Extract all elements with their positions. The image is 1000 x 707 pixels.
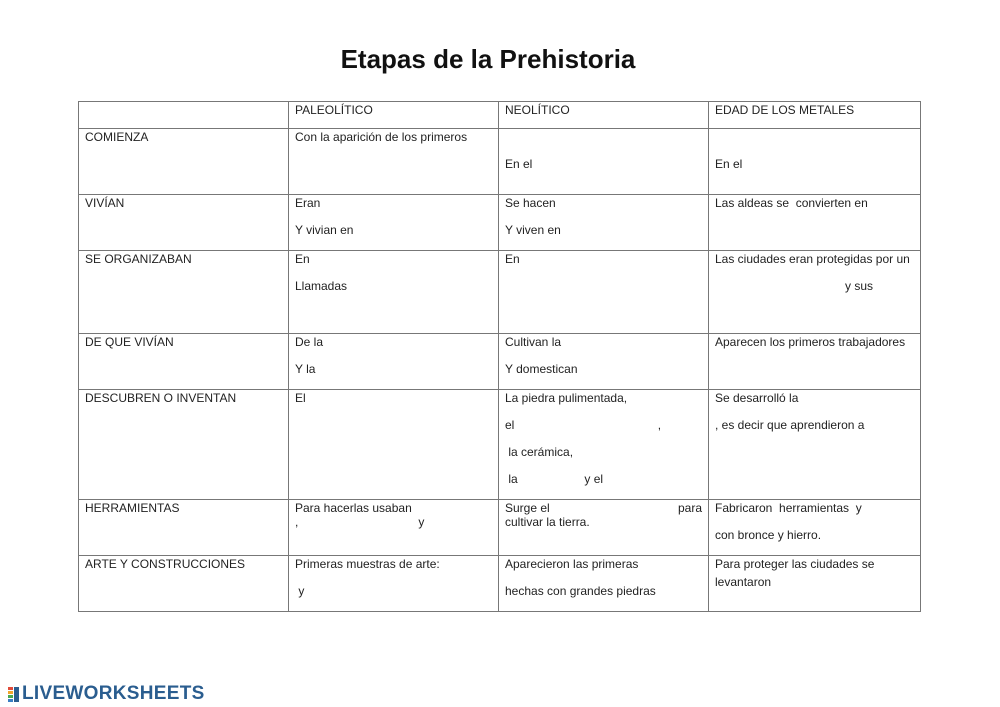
cell-line: el , <box>505 418 662 432</box>
cell-line: cultivar la tierra. <box>505 515 590 529</box>
cell-line <box>715 223 914 250</box>
cell-neolitico <box>499 195 709 251</box>
cell-line: En <box>505 252 520 266</box>
cell-line: Y vivian en <box>295 223 354 237</box>
cell-line: con bronce y hierro. <box>715 528 822 542</box>
cell-paleolitico <box>289 195 499 251</box>
cell-metales <box>709 251 921 334</box>
cell-line: Para proteger las ciudades se <box>715 557 875 571</box>
cell-line <box>715 445 914 472</box>
cell-line <box>505 279 702 306</box>
cell-line <box>295 418 492 445</box>
table-row <box>79 500 921 556</box>
cell-line: hechas con grandes piedras <box>505 584 656 598</box>
cell-neolitico <box>499 500 709 556</box>
cell-line: Aparecieron las primeras <box>505 557 639 571</box>
cell-line: Y domestican <box>505 362 578 376</box>
cell-paleolitico <box>289 556 499 612</box>
cell-metales <box>709 390 921 500</box>
cell-line: Llamadas <box>295 279 348 293</box>
cell-line: El <box>295 391 306 405</box>
row-label: VIVÍAN <box>79 195 289 251</box>
cell-metales <box>709 334 921 390</box>
cell-line <box>715 306 914 333</box>
cell-paleolitico <box>289 334 499 390</box>
cell-line: , es decir que aprendieron a <box>715 418 865 432</box>
cell-line: Y viven en <box>505 223 561 237</box>
table-row <box>79 390 921 500</box>
cell-line: , y <box>295 515 425 529</box>
header-metales: EDAD DE LOS METALES <box>709 102 921 129</box>
cell-line: Aparecen los primeros trabajadores <box>715 335 906 349</box>
cell-line <box>715 472 914 499</box>
row-label: DE QUE VIVÍAN <box>79 334 289 390</box>
cell-line <box>505 130 702 157</box>
cell-line: Las ciudades eran protegidas por un <box>715 252 910 266</box>
cell-metales <box>709 556 921 612</box>
cell-neolitico <box>499 129 709 195</box>
table-header-row <box>79 102 921 129</box>
cell-line <box>295 157 492 184</box>
cell-line <box>505 306 702 333</box>
cell-neolitico <box>499 251 709 334</box>
cell-line: levantaron <box>715 575 772 589</box>
cell-neolitico <box>499 390 709 500</box>
cell-line: En <box>295 252 310 266</box>
cell-line <box>505 501 702 515</box>
cell-line <box>715 362 914 389</box>
row-label: HERRAMIENTAS <box>79 500 289 556</box>
cell-line: Se desarrolló la <box>715 391 799 405</box>
cell-line: Se hacen <box>505 196 556 210</box>
cell-line: y <box>295 584 305 598</box>
row-label: COMIENZA <box>79 129 289 195</box>
header-neolitico: NEOLÍTICO <box>499 102 709 129</box>
cell-line: La piedra pulimentada, <box>505 391 628 405</box>
page-title: Etapas de la Prehistoria <box>340 44 636 74</box>
row-label: DESCUBREN O INVENTAN <box>79 390 289 500</box>
cell-line <box>715 130 914 157</box>
cell-paleolitico <box>289 251 499 334</box>
cell-line <box>295 306 492 333</box>
cell-line <box>295 472 492 499</box>
cell-line: Fabricaron herramientas y <box>715 501 862 515</box>
cell-line: la cerámica, <box>505 445 574 459</box>
cell-line: En el <box>505 157 533 171</box>
liveworksheets-logo <box>8 683 205 705</box>
header-paleolitico: PALEOLÍTICO <box>289 102 499 129</box>
cell-neolitico <box>499 334 709 390</box>
cell-line: Y la <box>295 362 316 376</box>
table-row <box>79 334 921 390</box>
cell-line: Las aldeas se convierten en <box>715 196 868 210</box>
row-label: SE ORGANIZABAN <box>79 251 289 334</box>
cell-line: la y el <box>505 472 604 486</box>
cell-line: Para hacerlas usaban <box>295 501 412 515</box>
cell-metales <box>709 195 921 251</box>
cell-line <box>295 445 492 472</box>
row-label: ARTE Y CONSTRUCCIONES <box>79 556 289 612</box>
prehistory-table <box>78 101 921 612</box>
cell-paleolitico <box>289 390 499 500</box>
liveworksheets-logo-icon <box>8 685 20 703</box>
cell-line: De la <box>295 335 324 349</box>
cell-paleolitico <box>289 500 499 556</box>
cell-text: Surge el <box>505 501 550 515</box>
cell-text: para <box>677 501 702 515</box>
liveworksheets-logo-text: LIVEWORKSHEETS <box>22 683 205 704</box>
cell-line: Con la aparición de los primeros <box>295 130 468 144</box>
cell-neolitico <box>499 556 709 612</box>
cell-line: Primeras muestras de arte: <box>295 557 440 571</box>
cell-metales <box>709 129 921 195</box>
cell-line: En el <box>715 157 743 171</box>
cell-line: Eran <box>295 196 321 210</box>
cell-line: y sus <box>845 279 874 293</box>
table-row <box>79 195 921 251</box>
table-row <box>79 129 921 195</box>
cell-paleolitico <box>289 129 499 195</box>
cell-metales <box>709 500 921 556</box>
header-cell-empty <box>79 102 289 129</box>
table-row <box>79 251 921 334</box>
table-row <box>79 556 921 612</box>
cell-line: Cultivan la <box>505 335 562 349</box>
